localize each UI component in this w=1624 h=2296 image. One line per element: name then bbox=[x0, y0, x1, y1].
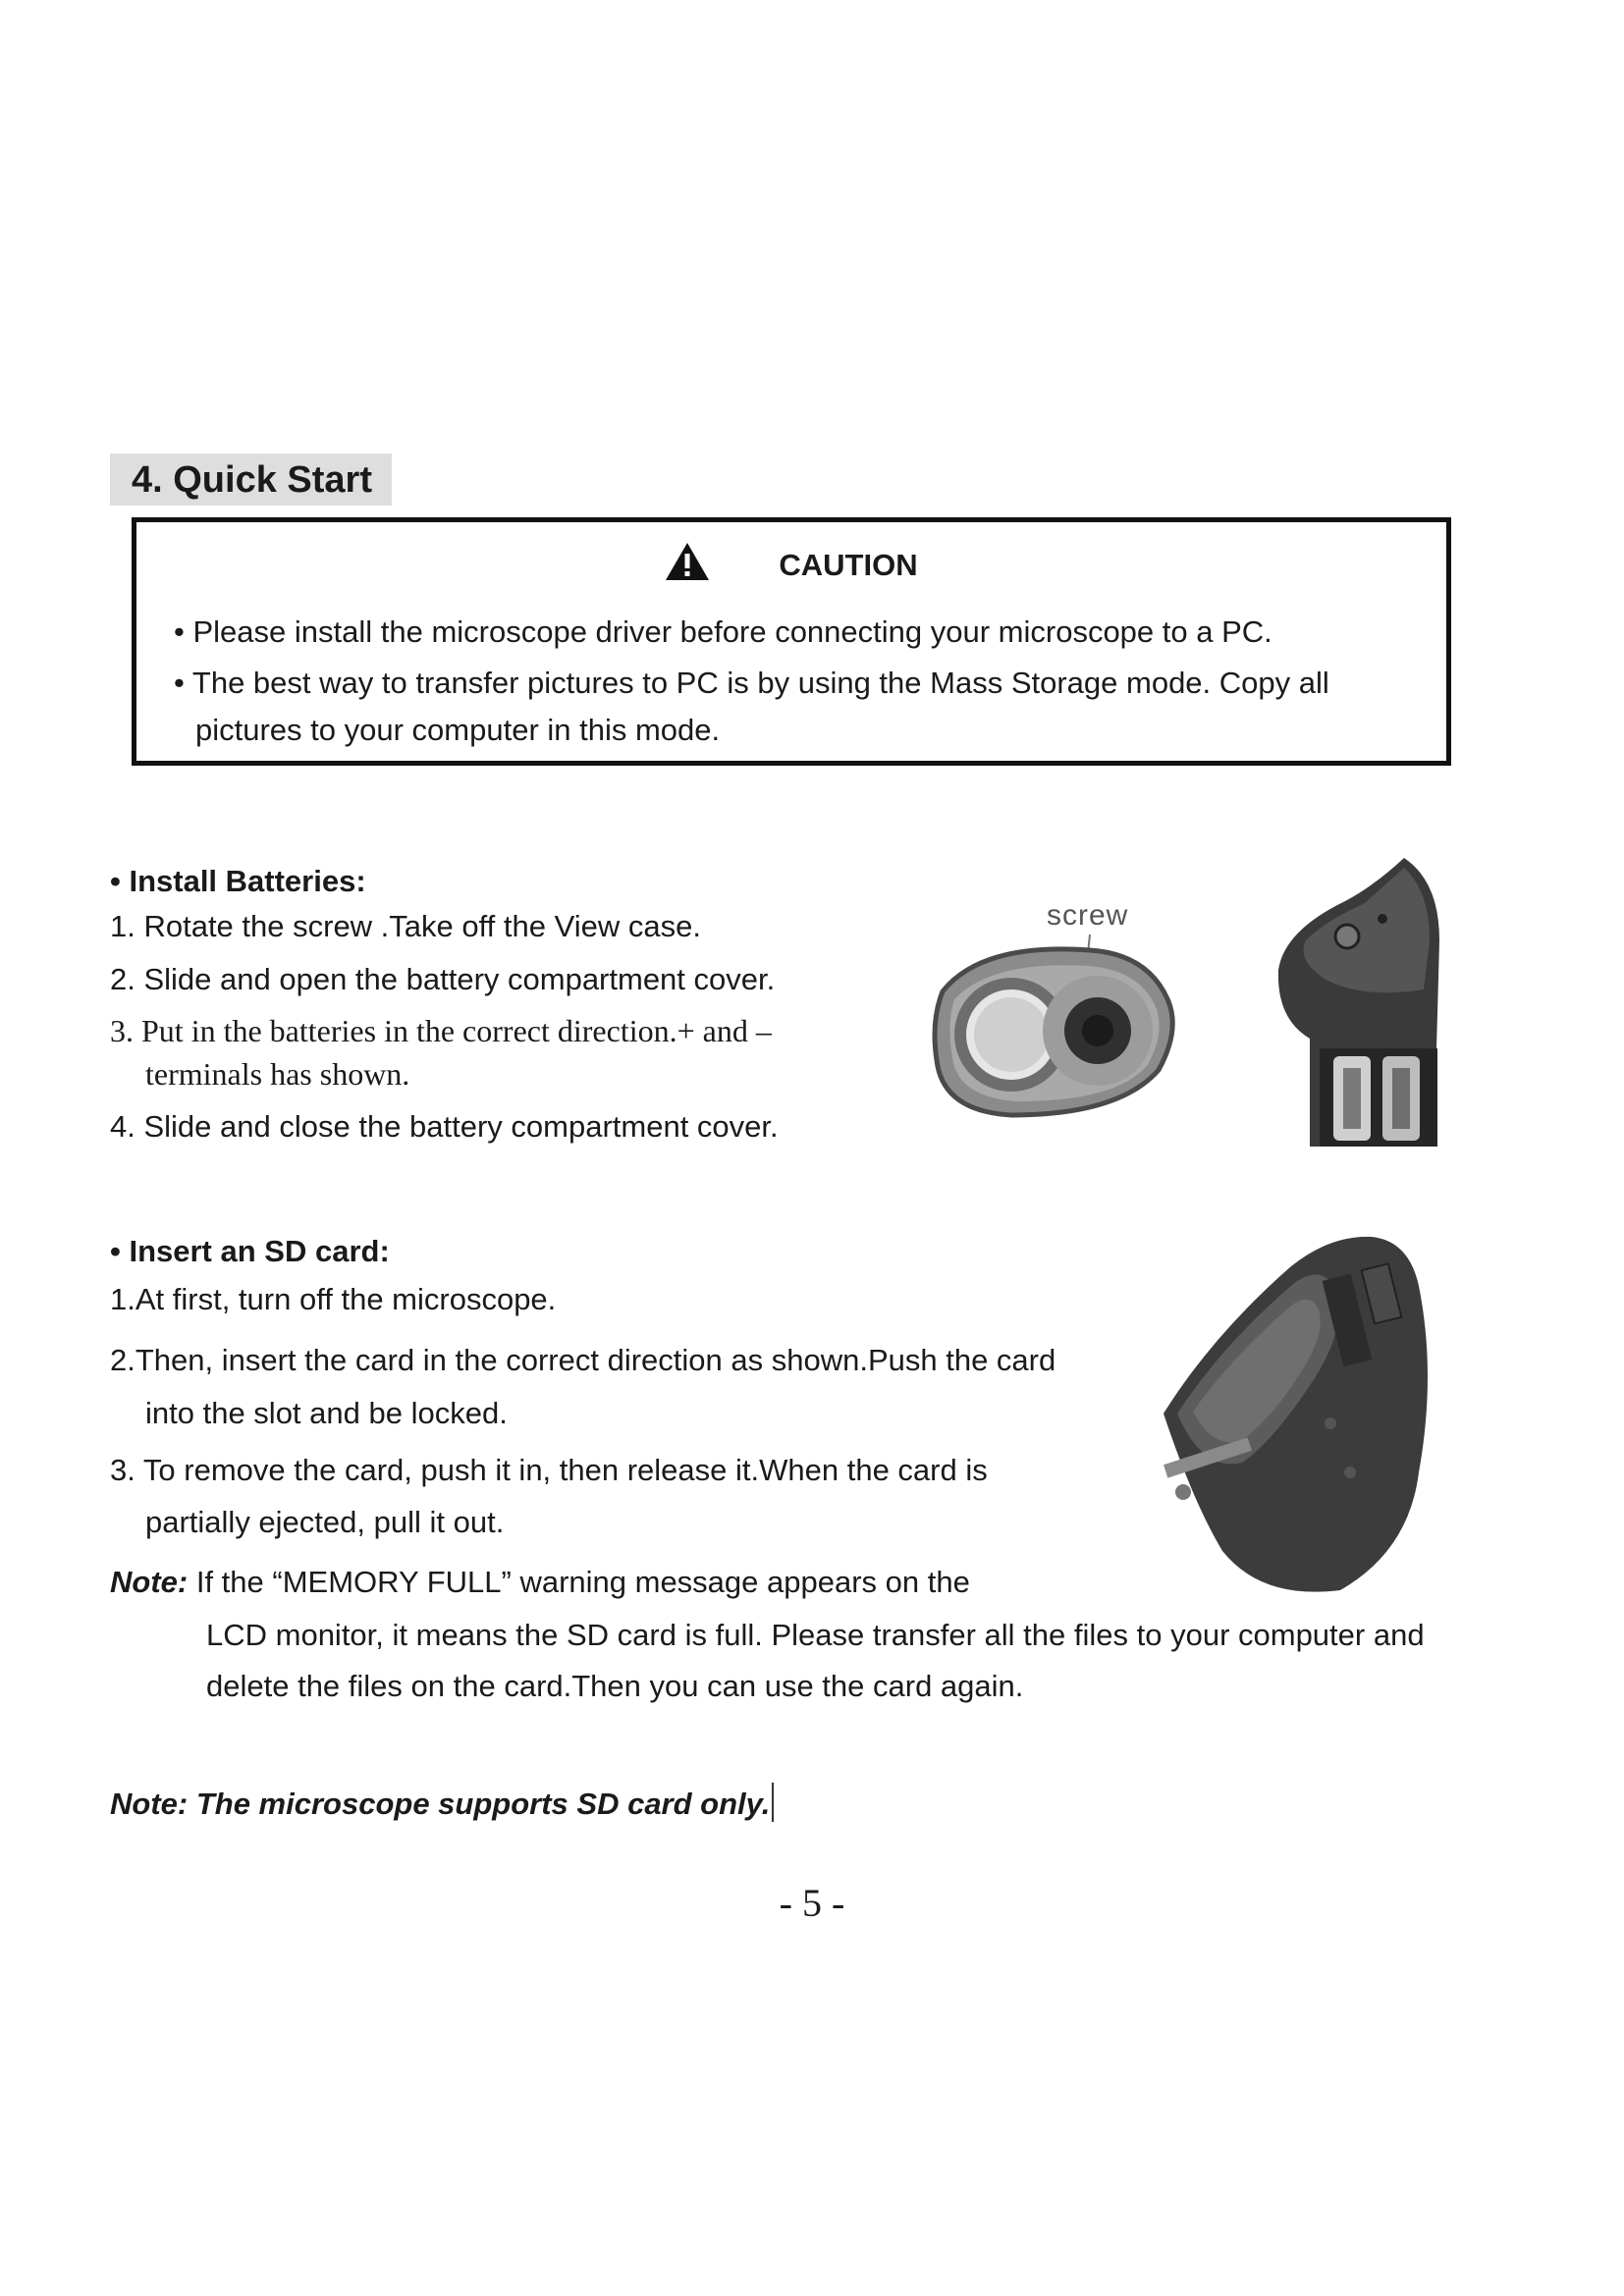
note-line: delete the files on the card.Then you can use the card again. bbox=[206, 1669, 1024, 1703]
memory-note bbox=[110, 1565, 970, 1600]
sdcard-heading: • Insert an SD card: bbox=[110, 1234, 390, 1268]
battery-step: 1. Rotate the screw .Take off the View case. bbox=[110, 909, 701, 943]
page-number: - 5 - bbox=[779, 1881, 845, 1925]
battery-compartment-image bbox=[1257, 852, 1453, 1156]
battery-step: 3. Put in the batteries in the correct direction.+ and – bbox=[110, 1013, 772, 1048]
note-line: If the “MEMORY FULL” warning message appears on the bbox=[195, 1565, 970, 1599]
final-note bbox=[110, 1783, 774, 1822]
section-title: 4. Quick Start bbox=[110, 454, 392, 506]
caution-list bbox=[174, 607, 1427, 756]
note-line: LCD monitor, it means the SD card is full. Please transfer all the files to your computer and bbox=[206, 1618, 1425, 1652]
sdcard-step: 1.At first, turn off the microscope. bbox=[110, 1282, 557, 1316]
battery-step: 2. Slide and open the battery compartment cover. bbox=[110, 962, 776, 996]
sdcard-step: into the slot and be locked. bbox=[145, 1396, 508, 1430]
sdcard-step: 2.Then, insert the card in the correct direction as shown.Push the card bbox=[110, 1343, 1056, 1377]
sdcard-step: 3. To remove the card, push it in, then release it.When the card is bbox=[110, 1453, 988, 1487]
warning-icon bbox=[665, 542, 710, 581]
microscope-sd-image bbox=[1124, 1227, 1507, 1600]
batteries-heading: • Install Batteries: bbox=[110, 864, 366, 898]
screw-label: screw bbox=[1047, 899, 1129, 932]
sdcard-step: partially ejected, pull it out. bbox=[145, 1505, 505, 1539]
text-cursor bbox=[772, 1783, 774, 1822]
battery-step: terminals has shown. bbox=[145, 1056, 410, 1092]
caution-box bbox=[132, 517, 1451, 766]
battery-step: 4. Slide and close the battery compartment cover. bbox=[110, 1109, 779, 1144]
caution-item: pictures to your computer in this mode. bbox=[195, 713, 721, 747]
caution-item: • Please install the microscope driver before connecting your microscope to a PC. bbox=[174, 614, 1272, 649]
note-label: Note: bbox=[110, 1565, 189, 1599]
caution-header bbox=[136, 542, 1446, 583]
caution-item: • The best way to transfer pictures to PC is by using the Mass Storage mode. Copy all bbox=[174, 666, 1329, 700]
view-case-image bbox=[923, 883, 1188, 1129]
final-note-text: Note: The microscope supports SD card only. bbox=[110, 1787, 771, 1821]
caution-title: CAUTION bbox=[779, 548, 918, 582]
